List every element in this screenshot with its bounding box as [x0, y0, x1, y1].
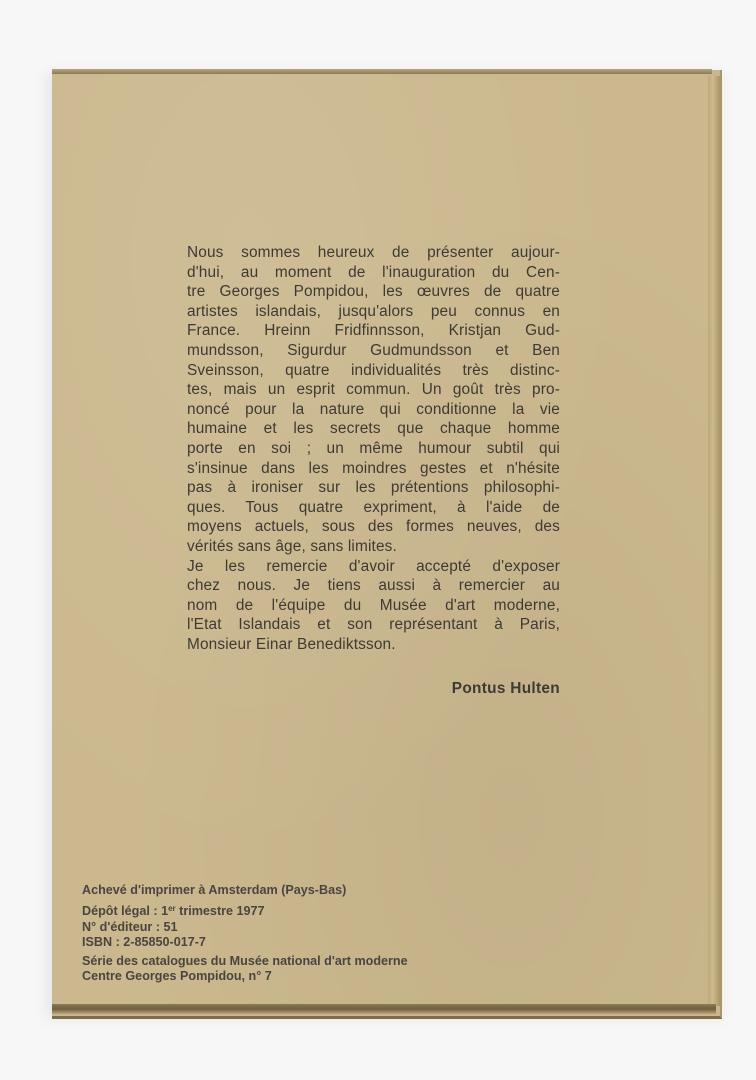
signature: Pontus Hulten: [451, 680, 560, 697]
text-line: artistes islandais, jusqu'alors peu connus en: [187, 302, 560, 320]
text-line: nom de l'équipe du Musée d'art moderne,: [187, 596, 560, 614]
legal-deposit-prefix: Dépôt légal : 1: [82, 904, 169, 919]
colophon: [82, 883, 408, 984]
text-line: chez nous. Je tiens aussi à remercier au: [187, 577, 560, 595]
text-line: noncé pour la nature qui conditionne la vie: [187, 400, 560, 418]
text-line: Sveinsson, quatre individualités très distinc-: [187, 361, 560, 379]
text-line: d'hui, au moment de l'inauguration du Cen-: [187, 263, 560, 281]
text-line: vérités sans âge, sans limites.: [187, 537, 397, 555]
printed-in: Achevé d'imprimer à Amsterdam (Pays-Bas): [82, 883, 347, 897]
page-edges-bottom: [52, 1004, 716, 1014]
text-line: porte en soi ; un même humour subtil qui: [187, 439, 560, 457]
isbn: ISBN : 2-85850-017-7: [82, 935, 206, 950]
text-line: ques. Tous quatre expriment, à l'aide de: [187, 498, 560, 516]
editor-number: N° d'éditeur : 51: [82, 919, 178, 934]
text-line: pas à ironiser sur les prétentions philosophi-: [187, 479, 560, 497]
preface-text: [187, 243, 560, 654]
text-line: Je les remercie d'avoir accepté d'exposer: [187, 557, 560, 575]
text-line: l'Etat Islandais et son représentant à Paris,: [187, 616, 560, 634]
text-line: Nous sommes heureux de présenter aujour-: [187, 244, 560, 261]
text-line: Monsieur Einar Benediktsson.: [187, 635, 396, 653]
text-line: tes, mais un esprit commun. Un goût très pro-: [187, 381, 560, 399]
text-line: mundsson, Sigurdur Gudmundsson et Ben: [187, 341, 560, 359]
series-line-1: Série des catalogues du Musée national d'art moderne: [82, 953, 408, 968]
text-line: tre Georges Pompidou, les œuvres de quatre: [187, 283, 560, 301]
text-line: humaine et les secrets que chaque homme: [187, 420, 560, 438]
legal-deposit-suffix: trimestre 1977: [175, 904, 265, 919]
text-line: s'insinue dans les moindres gestes et n'hésite: [187, 459, 560, 477]
text-line: moyens actuels, sous des formes neuves, des: [187, 518, 560, 536]
page-edges-right: [708, 76, 720, 1006]
legal-deposit: [82, 901, 408, 919]
text-line: France. Hreinn Fridfinnsson, Kristjan Gud-: [187, 322, 560, 340]
legal-deposit-sup: er: [168, 904, 176, 914]
series-line-2: Centre Georges Pompidou, n° 7: [82, 969, 272, 984]
